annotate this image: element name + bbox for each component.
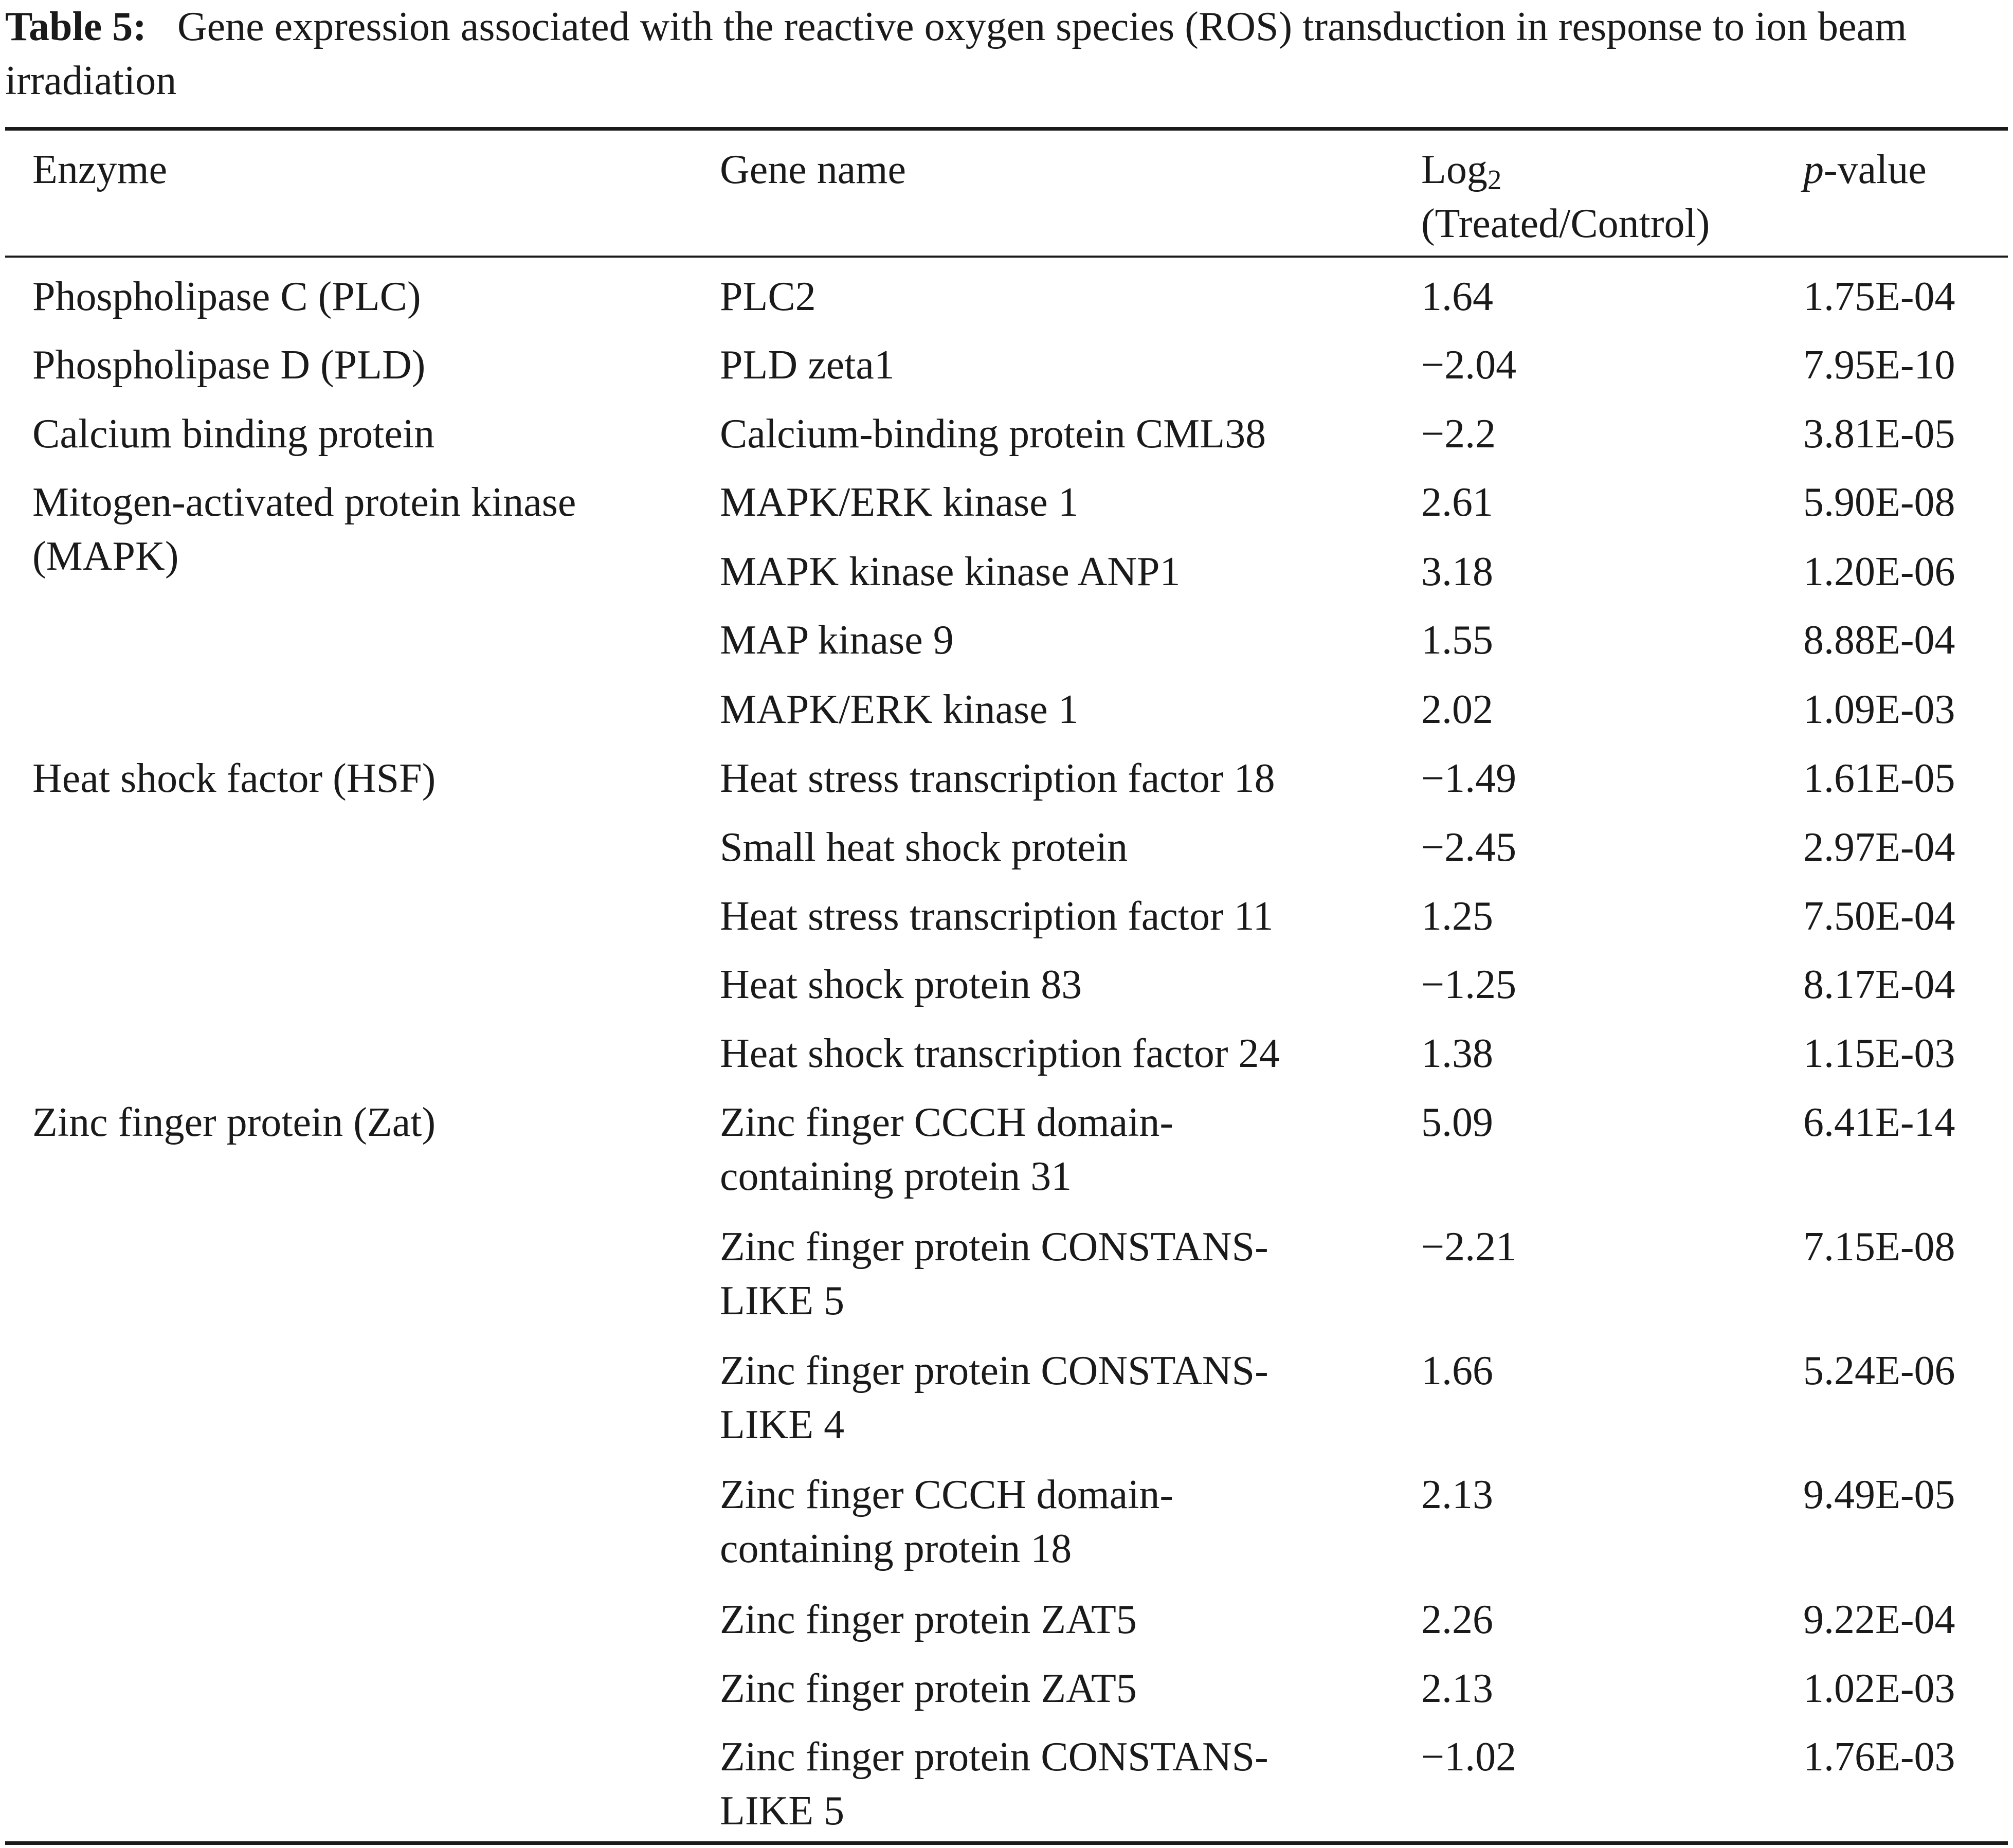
gene-name-cell: Zinc finger protein CONSTANS- — [720, 1224, 1268, 1270]
gene-name-cell: Zinc finger protein ZAT5 — [720, 1597, 1137, 1642]
pvalue-cell: 1.02E-03 — [1803, 1666, 1955, 1711]
gene-name-cell: Zinc finger CCCH domain- — [720, 1472, 1174, 1517]
gene-name-cell: MAPK/ERK kinase 1 — [720, 480, 1079, 525]
header-pvalue-rest: -value — [1824, 147, 1927, 192]
log2-cell: 2.26 — [1421, 1597, 1493, 1642]
gene-name-cell: Zinc finger CCCH domain- — [720, 1100, 1174, 1145]
enzyme-cell: Heat shock factor (HSF) — [32, 756, 436, 801]
gene-name-cell: MAPK kinase kinase ANP1 — [720, 549, 1181, 594]
gene-name-cell: Zinc finger protein CONSTANS- — [720, 1734, 1268, 1780]
gene-name-cell: PLC2 — [720, 274, 816, 319]
gene-name-cell: MAPK/ERK kinase 1 — [720, 687, 1079, 732]
gene-name-cell: Heat shock protein 83 — [720, 962, 1082, 1007]
pvalue-cell: 9.22E-04 — [1803, 1597, 1955, 1642]
log2-cell: 2.61 — [1421, 480, 1493, 525]
log2-cell: −1.49 — [1421, 756, 1517, 801]
pvalue-cell: 5.24E-06 — [1803, 1348, 1955, 1393]
gene-name-cell: Calcium-binding protein CML38 — [720, 411, 1266, 457]
gene-name-cell: Heat shock transcription factor 24 — [720, 1031, 1280, 1076]
pvalue-cell: 7.15E-08 — [1803, 1224, 1955, 1270]
top-rule — [5, 127, 2008, 131]
gene-name-cell: Small heat shock protein — [720, 825, 1128, 870]
gene-name-cell: LIKE 5 — [720, 1788, 845, 1834]
log2-cell: 1.25 — [1421, 894, 1493, 939]
enzyme-cell: Phospholipase D (PLD) — [32, 342, 426, 388]
header-log2-prefix: Log — [1421, 147, 1488, 192]
header-log2 — [1421, 143, 1710, 251]
log2-cell: 1.64 — [1421, 274, 1493, 319]
gene-name-cell: Zinc finger protein ZAT5 — [720, 1666, 1137, 1711]
caption-text: Gene expression associated with the reactive oxygen species (ROS) transduction in response to ion beam irradiation — [5, 4, 1907, 103]
pvalue-cell: 8.88E-04 — [1803, 618, 1955, 663]
log2-cell: −2.21 — [1421, 1224, 1517, 1270]
gene-name-cell: LIKE 4 — [720, 1402, 845, 1447]
enzyme-cell: Calcium binding protein — [32, 411, 435, 457]
pvalue-cell: 7.50E-04 — [1803, 894, 1955, 939]
pvalue-cell: 7.95E-10 — [1803, 342, 1955, 388]
gene-name-cell: Heat stress transcription factor 11 — [720, 894, 1274, 939]
caption-label: Table 5: — [5, 4, 147, 49]
table-caption — [5, 0, 2008, 108]
header-pvalue-italic: p — [1803, 147, 1824, 192]
log2-cell: −2.2 — [1421, 411, 1496, 457]
log2-cell: 2.02 — [1421, 687, 1493, 732]
log2-cell: −1.02 — [1421, 1734, 1517, 1780]
pvalue-cell: 3.81E-05 — [1803, 411, 1955, 457]
pvalue-cell: 1.61E-05 — [1803, 756, 1955, 801]
pvalue-cell: 6.41E-14 — [1803, 1100, 1955, 1145]
log2-cell: −2.45 — [1421, 825, 1517, 870]
pvalue-cell: 2.97E-04 — [1803, 825, 1955, 870]
log2-cell: 3.18 — [1421, 549, 1493, 594]
log2-cell: 1.38 — [1421, 1031, 1493, 1076]
log2-cell: 2.13 — [1421, 1472, 1493, 1517]
pvalue-cell: 5.90E-08 — [1803, 480, 1955, 525]
enzyme-cell: (MAPK) — [32, 534, 179, 579]
log2-cell: 5.09 — [1421, 1100, 1493, 1145]
header-rule — [5, 256, 2008, 258]
log2-cell: 2.13 — [1421, 1666, 1493, 1711]
enzyme-cell: Zinc finger protein (Zat) — [32, 1100, 436, 1145]
gene-name-cell: Heat stress transcription factor 18 — [720, 756, 1275, 801]
pvalue-cell: 1.76E-03 — [1803, 1734, 1955, 1780]
enzyme-cell: Phospholipase C (PLC) — [32, 274, 421, 319]
header-log2-suffix: (Treated/Control) — [1421, 201, 1710, 246]
gene-name-cell: MAP kinase 9 — [720, 618, 954, 663]
log2-cell: −2.04 — [1421, 342, 1517, 388]
pvalue-cell: 1.20E-06 — [1803, 549, 1955, 594]
pvalue-cell: 1.15E-03 — [1803, 1031, 1955, 1076]
header-log2-subscript: 2 — [1487, 164, 1502, 195]
pvalue-cell: 8.17E-04 — [1803, 962, 1955, 1007]
pvalue-cell: 9.49E-05 — [1803, 1472, 1955, 1517]
pvalue-cell: 1.09E-03 — [1803, 687, 1955, 732]
gene-name-cell: containing protein 31 — [720, 1154, 1072, 1199]
pvalue-cell: 1.75E-04 — [1803, 274, 1955, 319]
header-pvalue — [1803, 143, 1927, 197]
gene-name-cell: containing protein 18 — [720, 1526, 1072, 1571]
gene-name-cell: PLD zeta1 — [720, 342, 895, 388]
header-gene-name: Gene name — [720, 147, 906, 192]
bottom-rule — [5, 1841, 2008, 1845]
header-enzyme: Enzyme — [32, 147, 168, 192]
gene-name-cell: Zinc finger protein CONSTANS- — [720, 1348, 1268, 1393]
log2-cell: 1.66 — [1421, 1348, 1493, 1393]
enzyme-cell: Mitogen-activated protein kinase — [32, 480, 576, 525]
log2-cell: −1.25 — [1421, 962, 1517, 1007]
log2-cell: 1.55 — [1421, 618, 1493, 663]
gene-name-cell: LIKE 5 — [720, 1278, 845, 1324]
